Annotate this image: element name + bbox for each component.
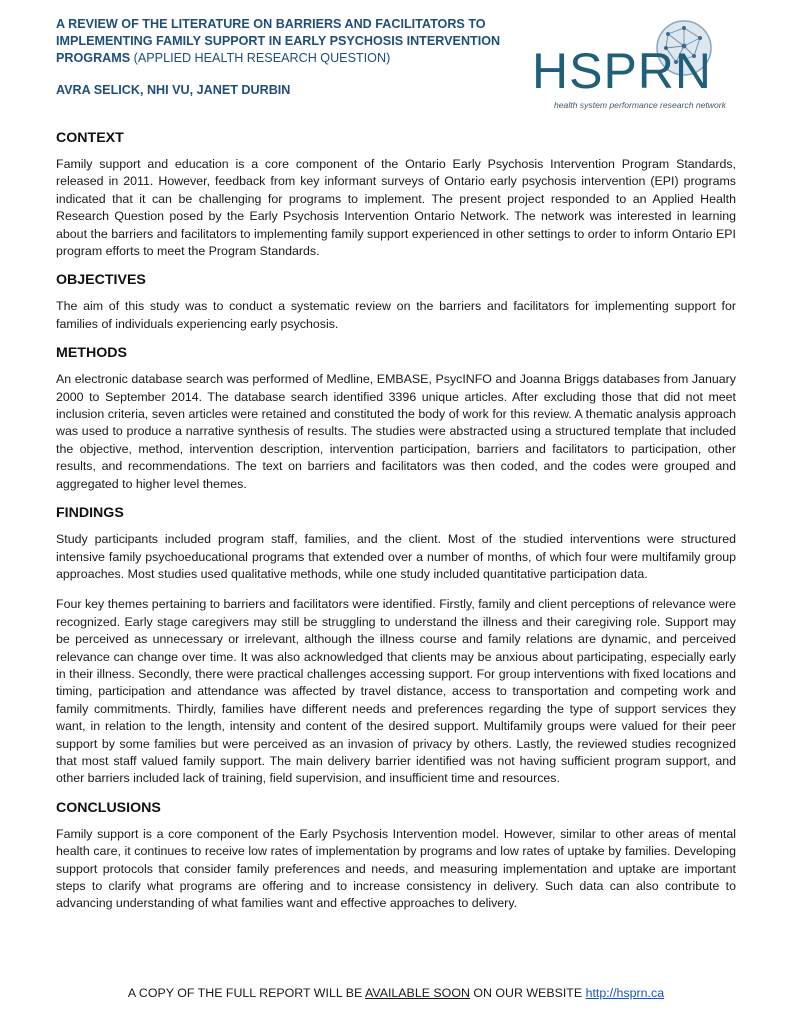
report-title-tail: (APPLIED HEALTH RESEARCH QUESTION): [133, 51, 391, 65]
section-body-context: Family support and education is a core component of the Ontario Early Psychosis Intervention Program Standards, released in 2011. However, feedback from key informant surveys of Ontario early psychosis intervention (EPI) programs indicated that it can be challenging for programs to implement. The present project responded to an Applied Health Research Question posed by the Early Psychosis Intervention Ontario Network. The network was interested in learning about the barriers and facilitators to implementing family support experienced in other settings to order to inform Ontario EPI program efforts to meet the Program Standards.: [56, 157, 736, 259]
section-methods: [56, 343, 736, 493]
footer-available-soon: AVAILABLE SOON: [365, 986, 470, 1000]
section-body-conclusions: Family support is a core component of the Early Psychosis Intervention model. However, similar to other areas of mental health care, it continues to receive low rates of implementation by programs and low rates of uptake by families. Developing support protocols that consider family preferences and needs, and measuring implementation and uptake are important steps to clarify what programs are offering and to increase consistency in delivery. Such data can also contribute to advancing understanding of what families want and effective approaches to delivery.: [56, 826, 736, 911]
logo-wordmark: HSPRN: [532, 43, 713, 99]
section-body-findings-2: Four key themes pertaining to barriers and facilitators were identified. Firstly, family and client perceptions of relevance were recognized. Early stage caregivers may still be struggling to understand the illness and their caregiving role. Support may be perceived as unnecessary or irrelevant, although the illness course and family relations are dynamic, and perceived relevance can change over time. It was also acknowledged that clients may be anxious about participating, especially early in their illness. Secondly, there were practical challenges accessing support. For group interventions with fixed locations and timing, participation and attendance was affected by travel distance, access to transportation and competing work and family commitments. Thirdly, families have different needs and preferences regarding the type of support services they want, in relation to the length, intensity and content of the desired support. Multifamily groups were valued for their peer support by some families but were perceived as an invasion of privacy by others. Lastly, the reviewed studies recognized that most staff valued family support. The main delivery barrier identified was not having sufficient program support, and other barriers included lack of training, field supervision, and insufficient time and resources.: [56, 597, 736, 786]
header: [56, 16, 526, 97]
section-heading-methods: METHODS: [56, 345, 127, 362]
main-content: [56, 124, 736, 913]
footer: [56, 986, 736, 1000]
authors: AVRA SELICK, NHI VU, JANET DURBIN: [56, 83, 291, 97]
section-context: [56, 128, 736, 260]
logo-tagline: health system performance research network: [554, 100, 726, 110]
section-body-objectives: The aim of this study was to conduct a systematic review on the barriers and facilitators for implementing support for families of individuals experiencing early psychosis.: [56, 299, 736, 331]
section-heading-findings: FINDINGS: [56, 505, 124, 522]
section-body-findings-1: Study participants included program staff, families, and the client. Most of the studied interventions were structured intensive family psychoeducational programs that extended over a number of months, of which four were multifamily group approaches. Most studies used qualitative methods, while one study included quantitative participation data.: [56, 532, 736, 581]
footer-text-middle: ON OUR WEBSITE: [469, 986, 586, 1000]
section-heading-context: CONTEXT: [56, 130, 124, 146]
section-findings: [56, 503, 736, 788]
website-link[interactable]: http://hsprn.ca: [585, 986, 665, 1000]
section-heading-objectives: OBJECTIVES: [56, 272, 146, 289]
section-objectives: [56, 270, 736, 333]
hsprn-logo: [506, 16, 746, 116]
section-conclusions: [56, 798, 736, 913]
report-title-main: A REVIEW OF THE LITERATURE ON BARRIERS AND FACILITATORS TO IMPLEMENTING FAMILY SUPPORT IN EARLY PSYCHOSIS INTERVENTION PROGRAMS: [56, 17, 501, 65]
section-body-methods: An electronic database search was performed of Medline, EMBASE, PsycINFO and Joanna Briggs databases from January 2000 to September 2014. The database search identified 3396 unique articles. After excluding those that did not meet inclusion criteria, seven articles were retained and constituted the body of work for this review. A thematic analysis approach was used to produce a narrative synthesis of results. The studies were abstracted using a structured template that included the objective, method, intervention description, intervention participation, barriers and facilitators to participation, other results, and recommendations. The text on barriers and facilitators was then coded, and the codes were grouped and aggregated to higher level themes.: [56, 372, 736, 491]
report-title: [56, 16, 526, 67]
section-heading-conclusions: CONCLUSIONS: [56, 799, 161, 816]
footer-text-start: A COPY OF THE FULL REPORT WILL BE: [127, 986, 365, 1000]
